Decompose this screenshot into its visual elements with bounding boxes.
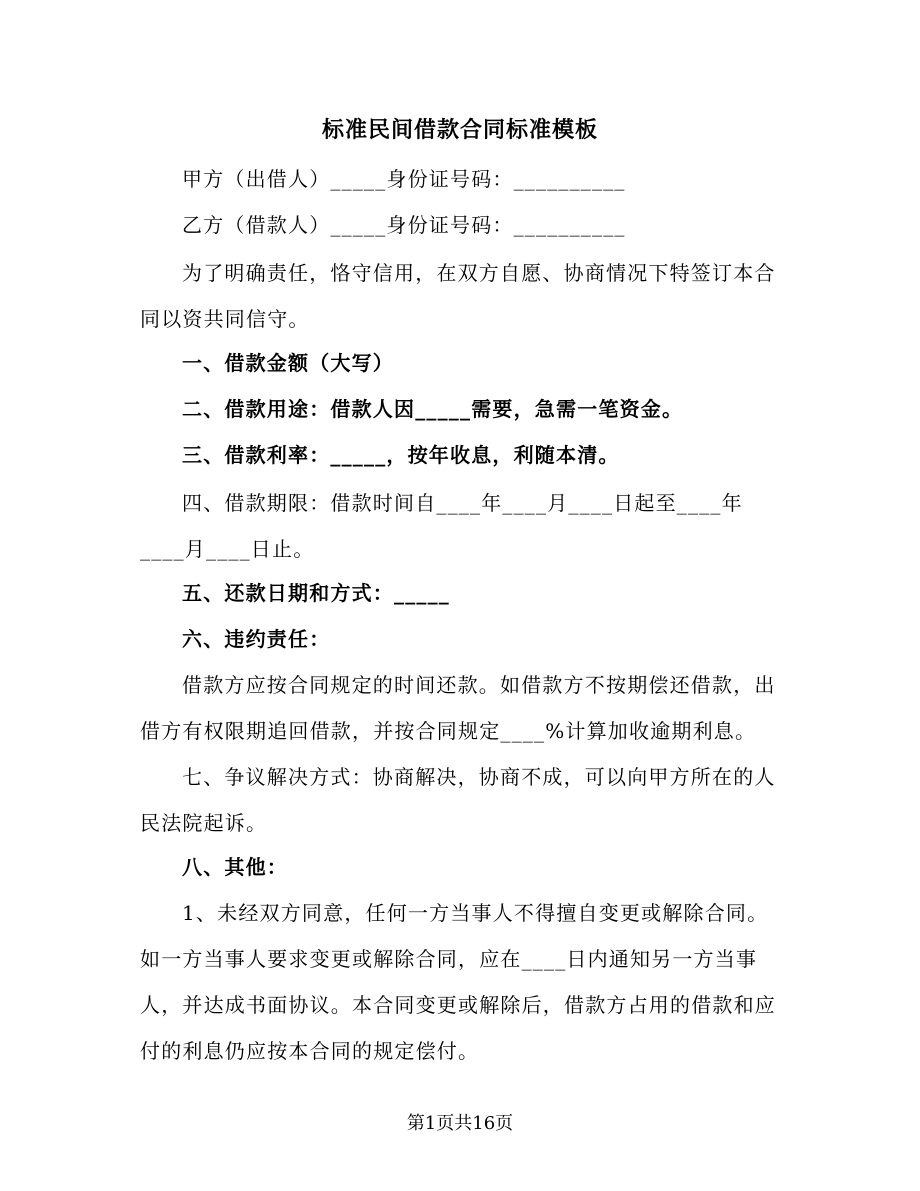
document-title: 标准民间借款合同标准模板 [321, 117, 598, 143]
party-b-line: 乙方（借款人）_____身份证号码：__________ [182, 213, 626, 237]
clause-1-amount: 一、借款金额（大写） [182, 351, 394, 375]
clause-4-term: 四、借款期限：借款时间自____年____月____日起至____年____月____日止。 [140, 491, 743, 561]
clause-7-dispute: 七、争议解决方式：协商解决，协商不成，可以向甲方所在的人民法院起诉。 [140, 765, 776, 835]
page-indicator: 第1页共16页 [406, 1113, 514, 1134]
party-a-line: 甲方（出借人）_____身份证号码：__________ [182, 167, 626, 191]
preamble-paragraph: 为了明确责任，恪守信用，在双方自愿、协商情况下特签订本合同以资共同信守。 [140, 261, 776, 331]
clause-2-purpose: 二、借款用途：借款人因_____需要，急需一笔资金。 [182, 397, 684, 421]
clause-5-repayment: 五、还款日期和方式：_____ [182, 581, 450, 605]
clause-6-heading: 六、违约责任： [182, 627, 331, 651]
clause-3-interest: 三、借款利率：_____，按年收息，利随本清。 [182, 443, 620, 467]
clause-8-item-1: 1、未经双方同意，任何一方当事人不得擅自变更或解除合同。如一方当事人要求变更或解除合同，应在____日内通知另一方当事人，并达成书面协议。本合同变更或解除后，借款方占用的借款和应付的利息仍应按本合同的规定偿付。 [140, 901, 776, 1063]
clause-8-heading: 八、其他： [182, 855, 288, 879]
clause-6-body: 借款方应按合同规定的时间还款。如借款方不按期偿还借款，出借方有权限期追回借款，并按合同规定____%计算加收逾期利息。 [140, 673, 776, 743]
